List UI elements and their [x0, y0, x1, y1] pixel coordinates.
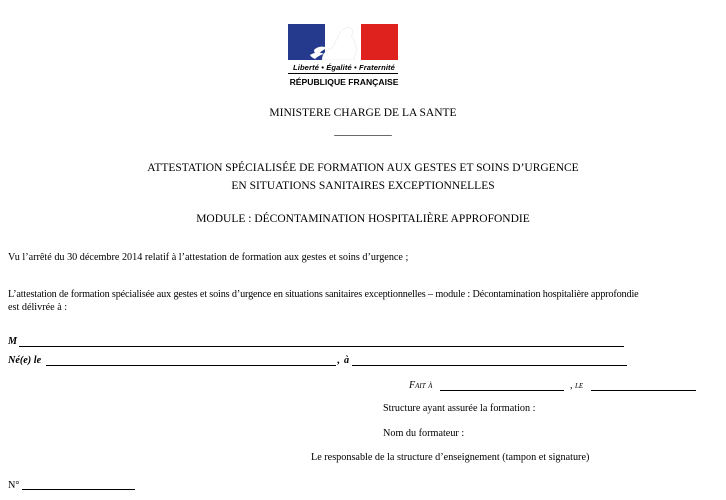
name-label: M	[8, 336, 18, 347]
trainer-label: Nom du formateur :	[383, 428, 465, 439]
date-label: , le	[570, 380, 584, 391]
at-label: à	[344, 355, 350, 366]
at-comma: ,	[337, 355, 340, 366]
place-field[interactable]	[440, 390, 564, 391]
birth-date-field[interactable]	[46, 365, 336, 366]
statement-line-1: L’attestation de formation spécialisée aux gestes et soins d’urgence en situations sanitaires exceptionnelles – module : Décontamination hospitalière approfondie	[8, 289, 639, 300]
number-label: N°	[8, 480, 20, 491]
heading-separator: __________	[334, 125, 392, 137]
ministry-heading: MINISTERE CHARGE DE LA SANTE	[269, 107, 457, 119]
logo-republic: RÉPUBLIQUE FRANÇAISE	[289, 77, 399, 87]
structure-label: Structure ayant assurée la formation :	[383, 403, 536, 414]
title-line-1: ATTESTATION SPÉCIALISÉE DE FORMATION AUX GESTES ET SOINS D’URGENCE	[147, 162, 579, 174]
marianne-logo	[288, 24, 400, 60]
date-field[interactable]	[591, 390, 696, 391]
flag-red-band	[361, 24, 398, 60]
logo-divider	[288, 73, 398, 74]
title-line-2: EN SITUATIONS SANITAIRES EXCEPTIONNELLES	[231, 180, 495, 192]
logo-motto: Liberté • Égalité • Fraternité	[293, 63, 395, 72]
fait-label: Fait à	[409, 380, 433, 391]
born-label: Né(e) le	[8, 355, 42, 366]
birth-place-field[interactable]	[352, 365, 627, 366]
marianne-flag-icon	[288, 24, 398, 60]
preamble-text: Vu l’arrêté du 30 décembre 2014 relatif à l’attestation de formation aux gestes et soins d’urgence ;	[8, 252, 409, 263]
statement-line-2: est délivrée à :	[8, 302, 68, 313]
module-heading: MODULE : DÉCONTAMINATION HOSPITALIÈRE APPROFONDIE	[196, 213, 530, 225]
number-field[interactable]	[22, 489, 135, 490]
signature-label: Le responsable de la structure d’enseignement (tampon et signature)	[311, 452, 590, 463]
name-field[interactable]	[19, 346, 624, 347]
